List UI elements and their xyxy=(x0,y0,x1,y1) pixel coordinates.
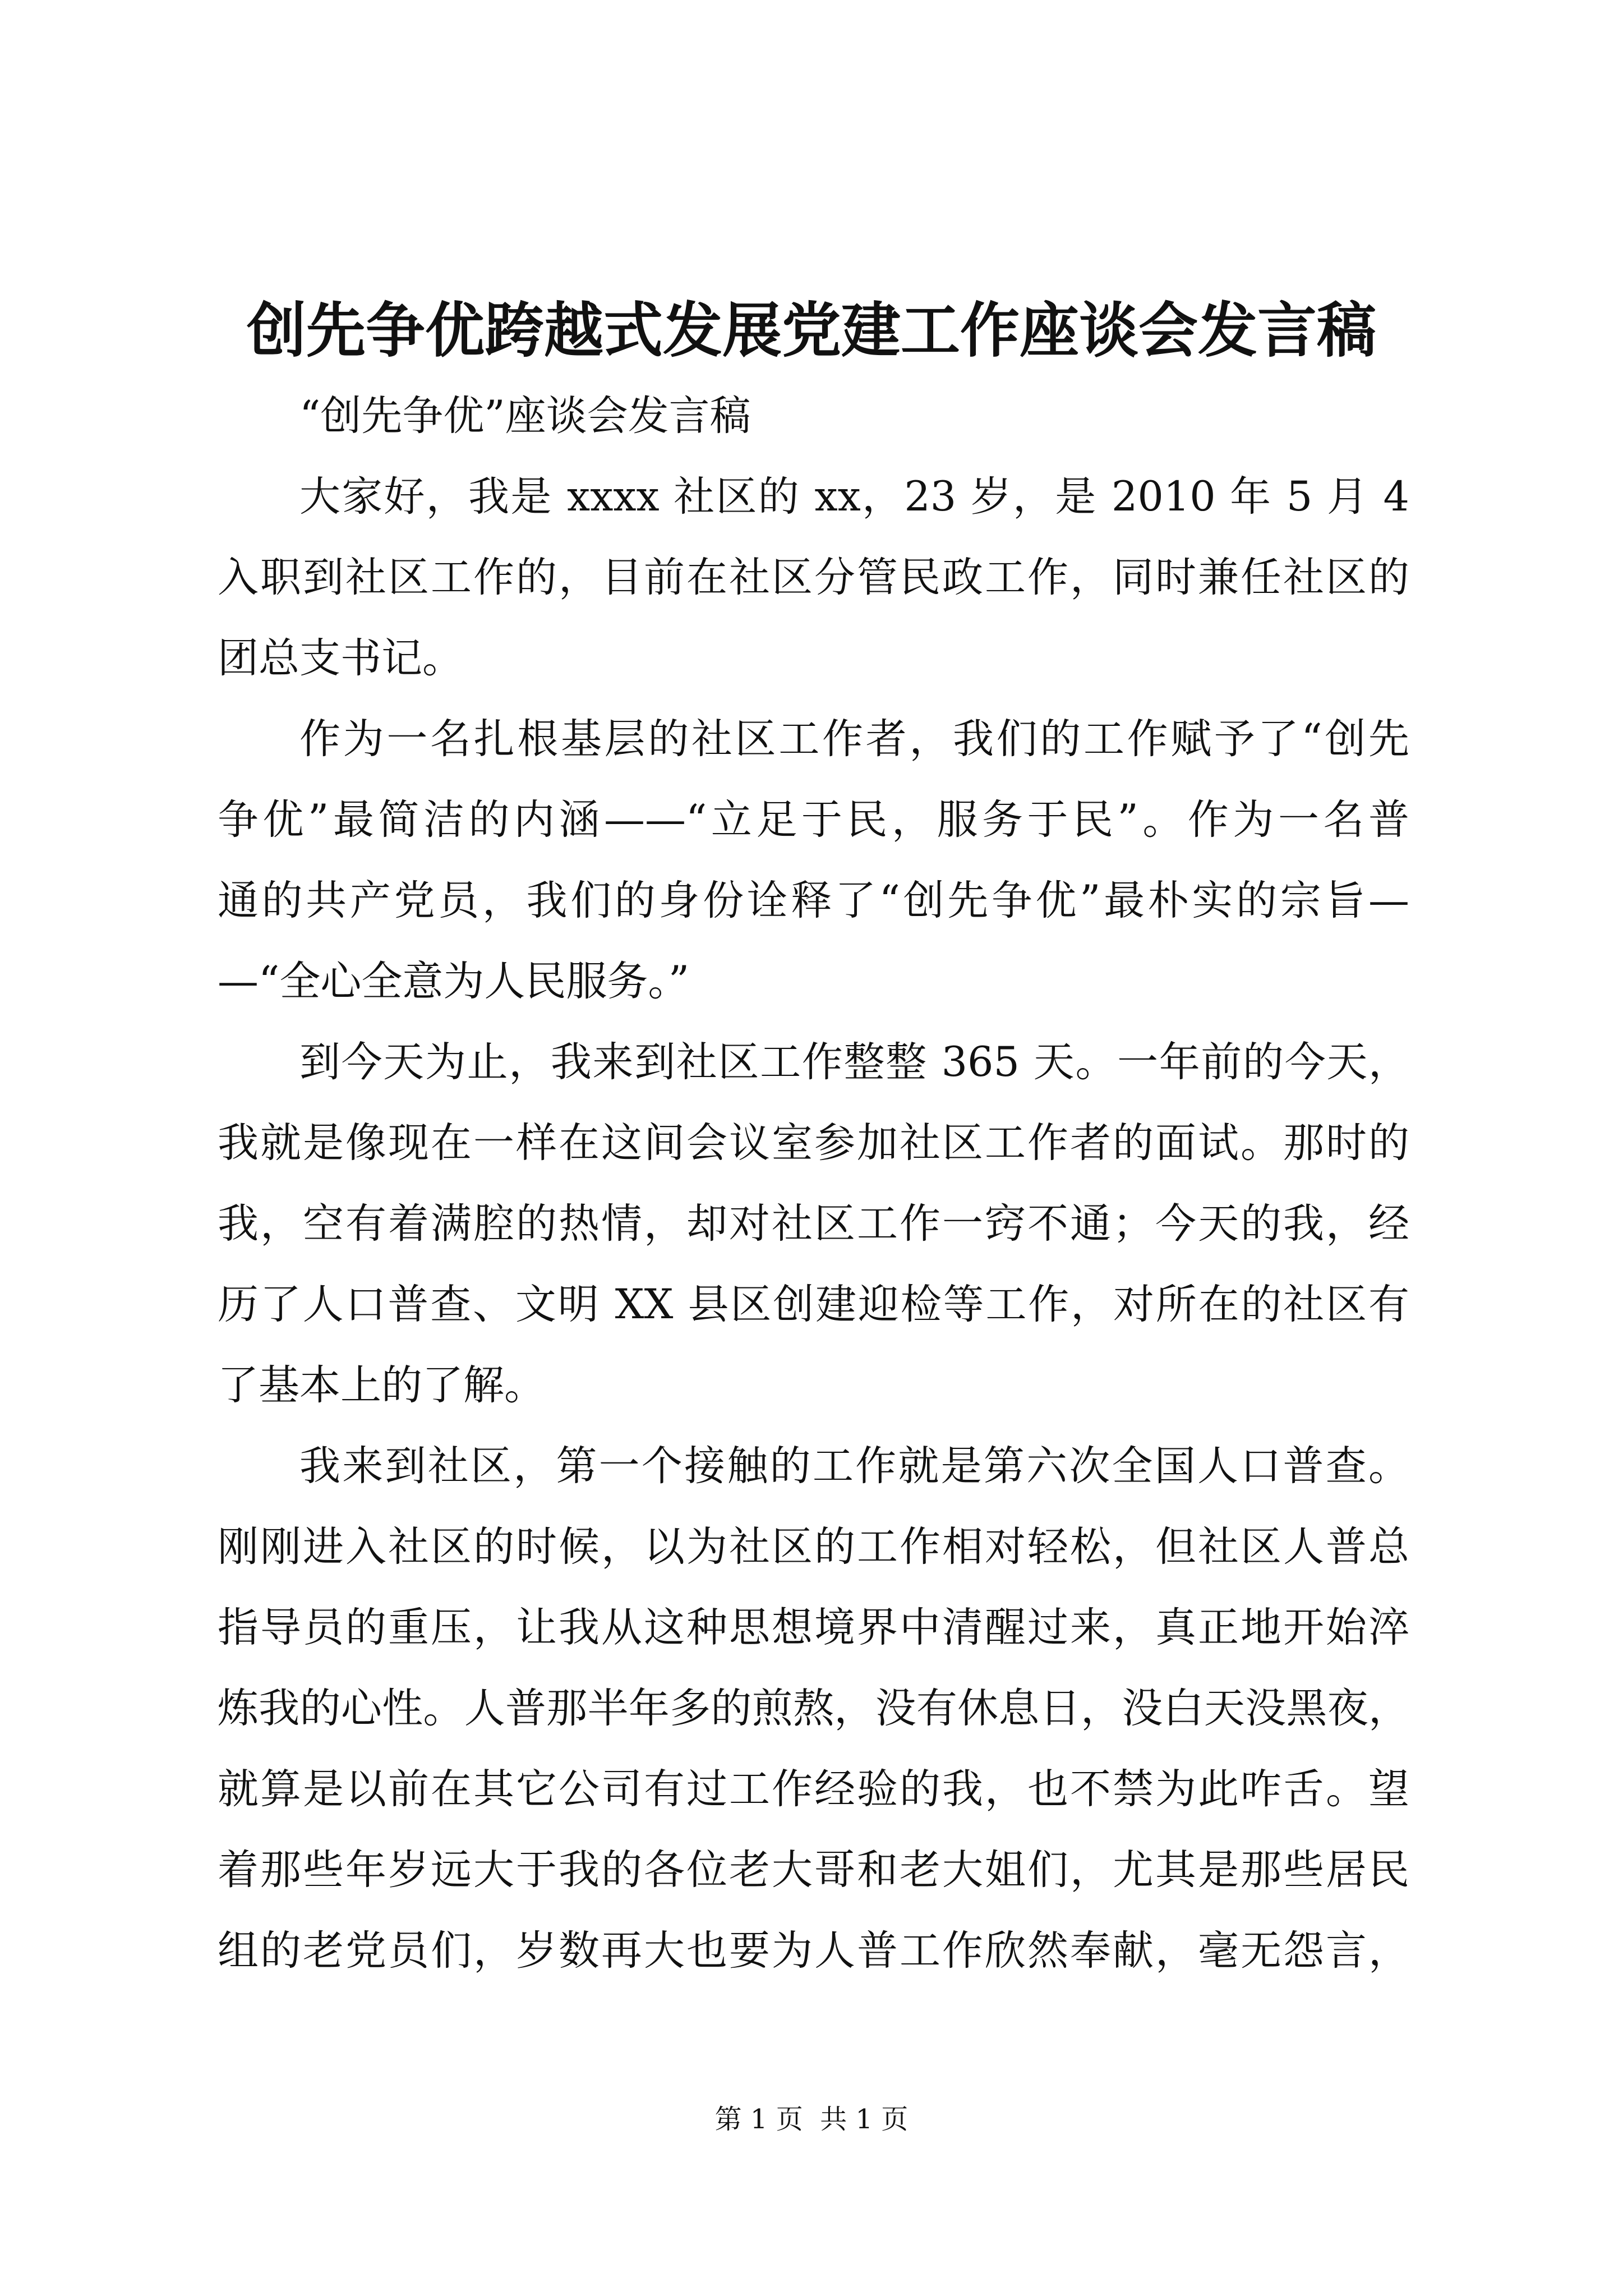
paragraph-line: 争优”最简洁的内涵——“立足于民，服务于民”。作为一名普 xyxy=(218,796,1409,844)
paragraph-1 xyxy=(218,457,1409,699)
paragraph-line: 历了人口普查、文明 XX 县区创建迎检等工作，对所在的社区有 xyxy=(218,1281,1409,1328)
paragraph-line: 通的共产党员，我们的身份诠释了“创先争优”最朴实的宗旨— xyxy=(218,877,1409,924)
paragraph-line: 入职到社区工作的，目前在社区分管民政工作，同时兼任社区的 xyxy=(218,554,1409,601)
paragraph-4 xyxy=(218,1426,1409,1991)
paragraph-line: 作为一名扎根基层的社区工作者，我们的工作赋予了“创先 xyxy=(299,715,1409,763)
paragraph-line: 我，空有着满腔的热情，却对社区工作一窍不通；今天的我，经 xyxy=(218,1200,1409,1248)
paragraph-line: 团总支书记。 xyxy=(218,634,463,682)
document-subtitle: “创先争优”座谈会发言稿 xyxy=(299,392,751,440)
paragraph-line: 刚刚进入社区的时候，以为社区的工作相对轻松，但社区人普总 xyxy=(218,1523,1409,1571)
paragraph-line: 就算是以前在其它公司有过工作经验的我，也不禁为此咋舌。望 xyxy=(218,1765,1409,1813)
paragraph-line: 大家好，我是 xxxx 社区的 xx，23 岁，是 2010 年 5 月 4 xyxy=(299,473,1409,521)
paragraph-2 xyxy=(218,699,1409,1022)
paragraph-line: 了基本上的了解。 xyxy=(218,1361,545,1409)
paragraph-line: 到今天为止，我来到社区工作整整 365 天。一年前的今天， xyxy=(299,1038,1409,1086)
paragraph-3 xyxy=(218,1022,1409,1426)
paragraph-line: 组的老党员们，岁数再大也要为人普工作欣然奉献，毫无怨言， xyxy=(218,1927,1409,1975)
page-footer: 第 1 页 共 1 页 xyxy=(714,2104,909,2135)
paragraph-line: 指导员的重压，让我从这种思想境界中清醒过来，真正地开始淬 xyxy=(218,1604,1409,1651)
paragraph-line: 我来到社区，第一个接触的工作就是第六次全国人口普查。 xyxy=(299,1442,1409,1490)
paragraph-line: 炼我的心性。人普那半年多的煎熬，没有休息日，没白天没黑夜， xyxy=(218,1685,1409,1732)
document-title: 创先争优跨越式发展党建工作座谈会发言稿 xyxy=(247,295,1376,365)
paragraph-line: 我就是像现在一样在这间会议室参加社区工作者的面试。那时的 xyxy=(218,1119,1409,1167)
document-body xyxy=(218,376,1409,1991)
paragraph-line: 着那些年岁远大于我的各位老大哥和老大姐们，尤其是那些居民 xyxy=(218,1846,1409,1894)
paragraph-line: —“全心全意为人民服务。” xyxy=(218,958,690,1005)
